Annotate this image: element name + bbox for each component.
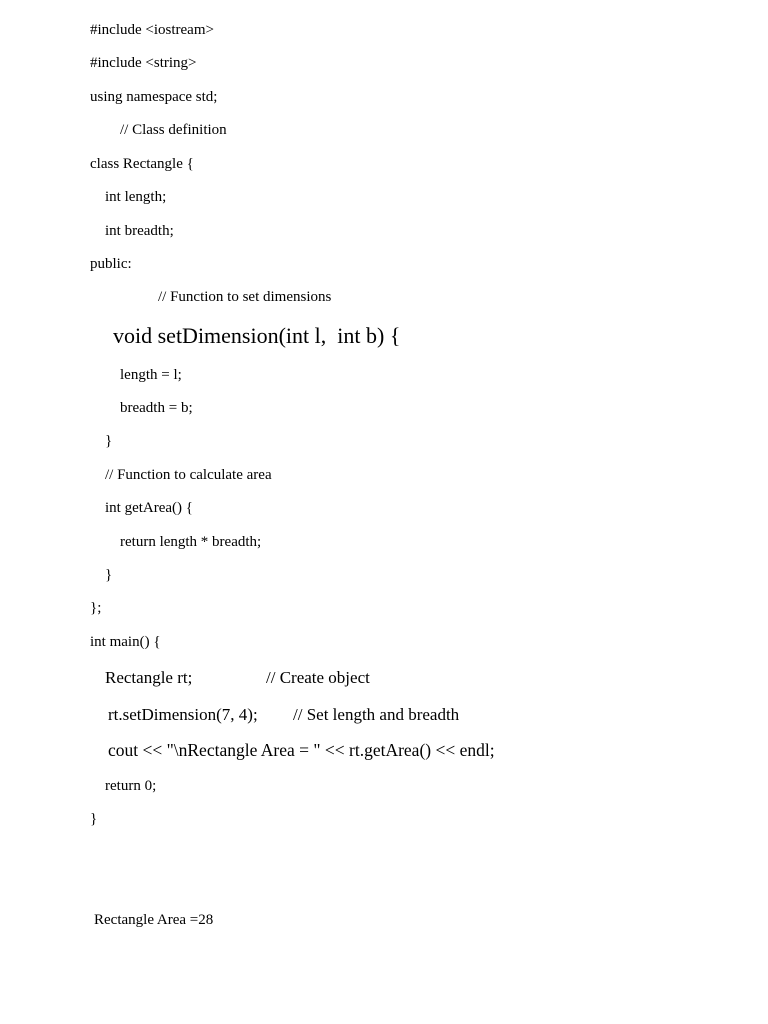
code-line-main-signature: int main() { xyxy=(90,634,161,650)
code-line-close-brace: } xyxy=(105,567,113,583)
code-comment-create-object: // Create object xyxy=(266,668,370,687)
code-line-set-dimension-call: rt.setDimension(7, 4); xyxy=(108,705,258,724)
code-line-main-close: } xyxy=(90,811,98,827)
code-comment-set-length-breadth: // Set length and breadth xyxy=(293,705,460,724)
code-line-include-iostream: #include <iostream> xyxy=(90,22,214,38)
code-line-breadth-member: int breadth; xyxy=(105,223,174,239)
code-line-include-string: #include <string> xyxy=(90,55,197,71)
code-line-class-end: }; xyxy=(90,600,102,616)
code-line-length-member: int length; xyxy=(105,189,167,205)
code-line-class-declaration: class Rectangle { xyxy=(90,156,194,172)
program-output: Rectangle Area =28 xyxy=(94,912,214,928)
code-line-return-area: return length * breadth; xyxy=(120,534,262,550)
code-comment-class-definition: // Class definition xyxy=(120,122,227,138)
code-line-return-zero: return 0; xyxy=(105,778,157,794)
code-line-assign-length: length = l; xyxy=(120,367,182,383)
code-line-assign-breadth: breadth = b; xyxy=(120,400,193,416)
code-line-close-brace: } xyxy=(105,433,113,449)
code-line-cout-area: cout << "\nRectangle Area = " << rt.getArea() << endl; xyxy=(108,740,495,760)
code-comment-calculate-area: // Function to calculate area xyxy=(105,467,272,483)
code-line-set-dimension-signature: void setDimension(int l, int b) { xyxy=(113,323,401,348)
code-line-create-object: Rectangle rt; xyxy=(105,668,193,687)
code-line-public: public: xyxy=(90,256,132,272)
code-comment-set-dimensions: // Function to set dimensions xyxy=(158,289,332,305)
code-line-using-namespace: using namespace std; xyxy=(90,89,218,105)
code-line-get-area-signature: int getArea() { xyxy=(105,500,193,516)
